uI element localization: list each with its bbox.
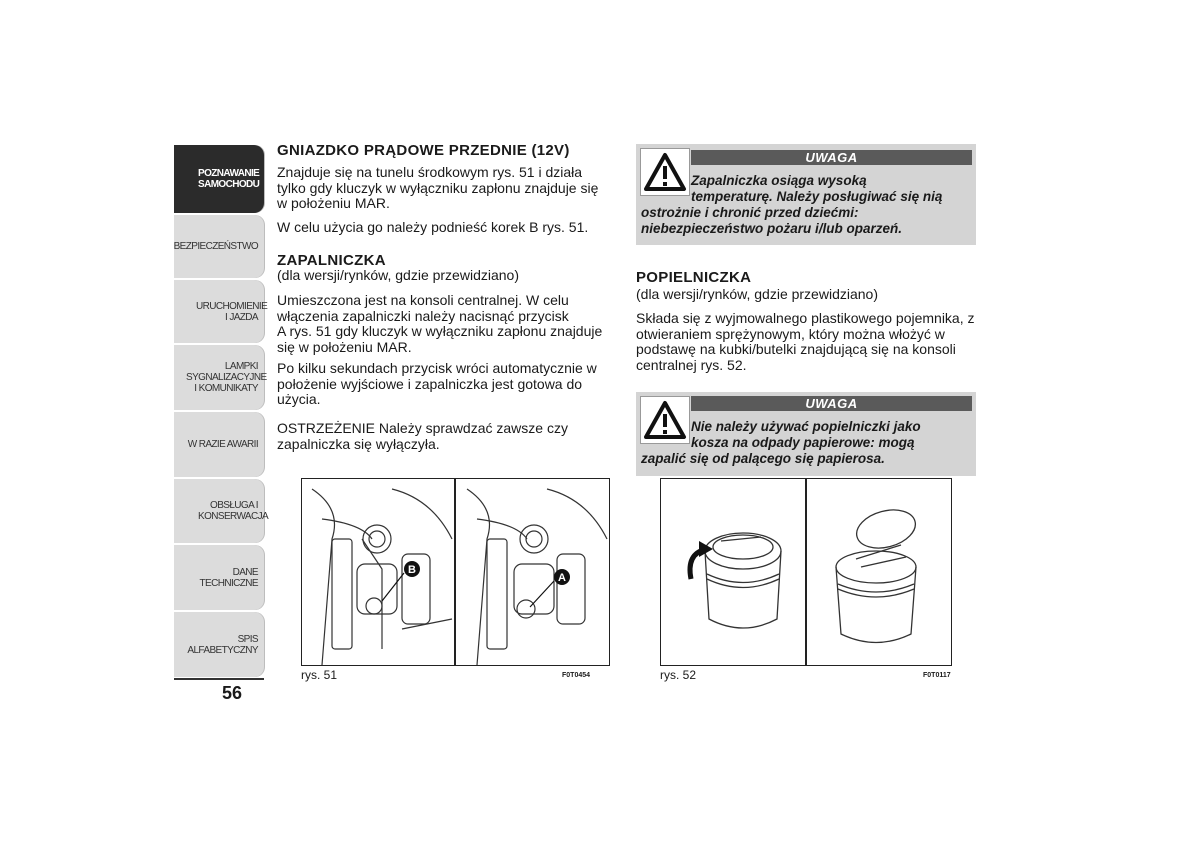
figure-code-51: F0T0454 (562, 672, 591, 679)
warning-text-2c: zapalić się od palącego się papierosa. (641, 451, 885, 466)
paragraph-zapalniczka-1: Umieszczona jest na konsoli centralnej. W celu włączenia zapalniczki należy nacisnąć przycisk A rys. 51 gdy kluczyk w wyłączniku zapłonu znajduje się w położeniu MAR. (277, 292, 603, 355)
figure-51 (301, 478, 610, 666)
label-b: B (408, 564, 416, 576)
page-number: 56 (222, 683, 243, 703)
figure-52-drawing (661, 479, 951, 665)
heading-gniazdko: GNIAZDKO PRĄDOWE PRZEDNIE (12V) (277, 142, 570, 159)
tab-w-razie-awarii[interactable]: W RAZIE AWARII (174, 412, 264, 477)
label-a: A (558, 572, 566, 584)
caption-rys-52: rys. 52 (660, 668, 697, 682)
tab-lampki-sygnalizacyjne[interactable]: LAMPKI SYGNALIZACYJNE I KOMUNIKATY (174, 345, 264, 410)
warning-box-2 (636, 392, 976, 476)
heading-popielniczka: POPIELNICZKA (636, 269, 752, 286)
warning-icon (640, 148, 690, 196)
heading-zapalniczka: ZAPALNICZKA (277, 252, 386, 269)
tab-dane-techniczne[interactable]: DANE TECHNICZNE (174, 545, 264, 610)
paragraph-ostrzezenie: OSTRZEŻENIE Należy sprawdzać zawsze czy zapalniczka się wyłączyła. (277, 420, 568, 452)
paragraph-gniazdko: Znajduje się na tunelu środkowym rys. 51 i działa tylko gdy kluczyk w wyłączniku zapłonu znajduje się w położeniu MAR. (277, 164, 599, 211)
tab-obsluga-i-konserwacja[interactable]: OBSŁUGA I KONSERWACJA (174, 479, 264, 543)
warning-text-1d: niebezpieczeństwo pożaru i/lub oparzeń. (641, 221, 903, 236)
tab-poznawanie-samochodu[interactable]: POZNAWANIE SAMOCHODU (174, 145, 264, 213)
warning-text-1a: Zapalniczka osiąga wysoką (691, 173, 867, 188)
tab-spis-alfabetyczny[interactable]: SPIS ALFABETYCZNY (174, 612, 264, 677)
warning-text-1b: temperaturę. Należy posługiwać się nią (691, 189, 943, 204)
figure-code-52: F0T0117 (923, 672, 951, 679)
warning-title-1: UWAGA (691, 150, 972, 165)
warning-text-1c: ostrożnie i chronić przed dziećmi: (641, 205, 859, 220)
subheading-popielniczka: (dla wersji/rynków, gdzie przewidziano) (636, 286, 878, 302)
sidebar-rule (174, 678, 264, 680)
warning-title-2: UWAGA (691, 396, 972, 411)
tab-uruchomienie-i-jazda[interactable]: URUCHOMIENIE I JAZDA (174, 280, 264, 343)
figure-52 (660, 478, 952, 666)
subheading-zapalniczka: (dla wersji/rynków, gdzie przewidziano) (277, 267, 519, 283)
caption-rys-51: rys. 51 (301, 668, 338, 682)
paragraph-korek: W celu użycia go należy podnieść korek B rys. 51. (277, 219, 589, 235)
warning-text-2a: Nie należy używać popielniczki jako (691, 419, 921, 434)
paragraph-zapalniczka-2: Po kilku sekundach przycisk wróci automatycznie w położenie wyjściowe i zapalniczka jest gotowa do użycia. (277, 360, 597, 407)
warning-icon (640, 396, 690, 444)
paragraph-popielniczka: Składa się z wyjmowalnego plastikowego pojemnika, z otwieraniem sprężynowym, który można włożyć w podstawę na kubki/butelki znajdującą się na konsoli centralnej rys. 52. (636, 310, 975, 373)
figure-51-drawing (302, 479, 609, 665)
tab-bezpieczenstwo[interactable]: BEZPIECZEŃSTWO (174, 215, 264, 278)
warning-text-2b: kosza na odpady papierowe: mogą (691, 435, 915, 450)
warning-box-1 (636, 144, 976, 245)
